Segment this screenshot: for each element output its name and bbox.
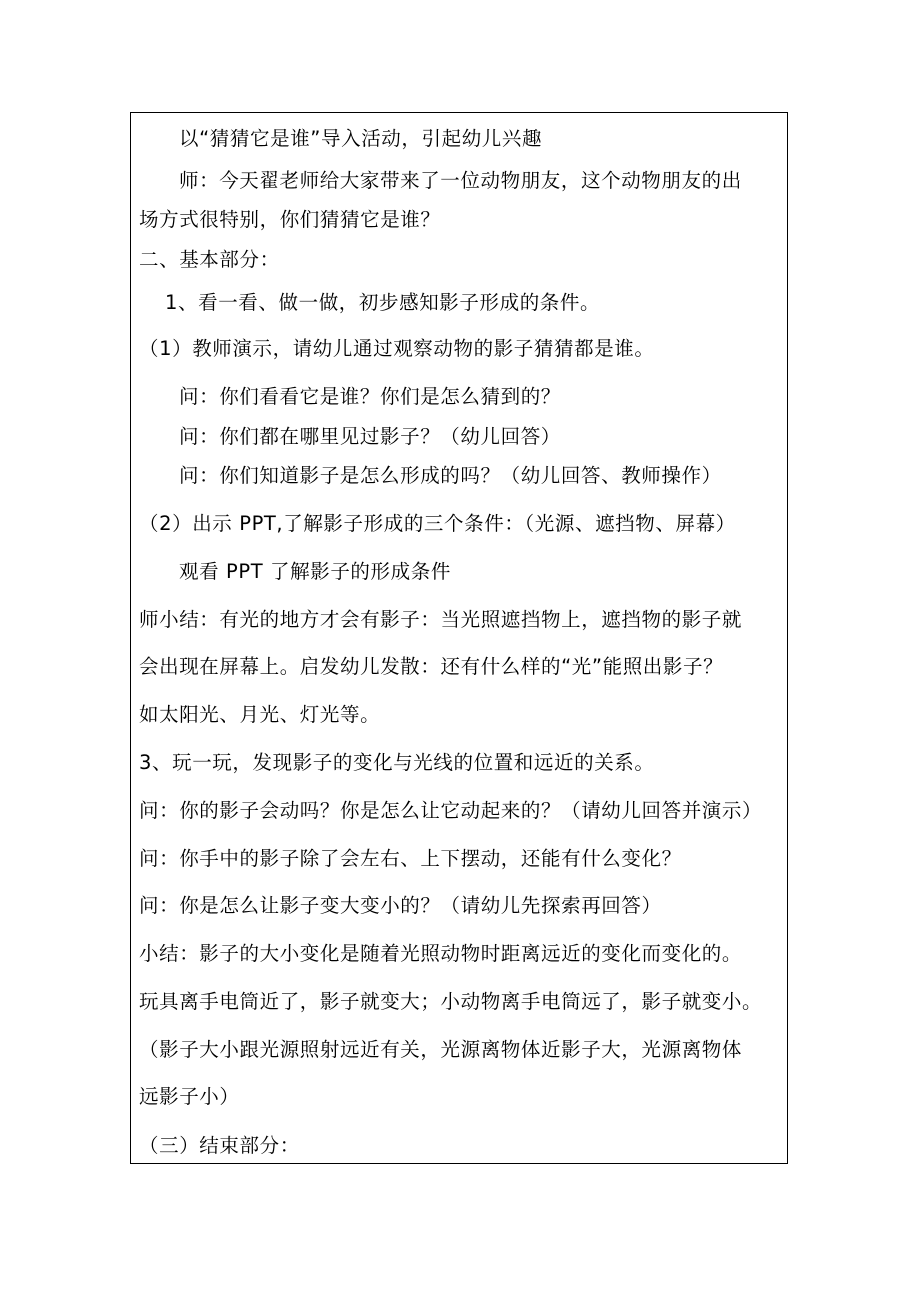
text-line: 以“猜猜它是谁”导入活动，引起幼儿兴趣: [179, 127, 543, 150]
text-line: （影子大小跟光源照射远近有关，光源离物体近影子大，光源离物体: [139, 1038, 743, 1061]
text-line: 会出现在屏幕上。启发幼儿发散：还有什么样的“光”能照出影子？: [139, 655, 724, 678]
section-heading: 3、玩一玩，发现影子的变化与光线的位置和远近的关系。: [139, 751, 655, 774]
text-line: 问：你手中的影子除了会左右、上下摆动，还能有什么变化？: [139, 847, 682, 870]
text-line: （1）教师演示，请幼儿通过观察动物的影子猜猜都是谁。: [139, 337, 655, 360]
text-line: 问：你的影子会动吗？你是怎么让它动起来的？（请幼儿回答并演示）: [139, 799, 763, 822]
text-line: 问：你们都在哪里见过影子？（幼儿回答）: [179, 425, 561, 448]
text-line: 如太阳光、月光、灯光等。: [139, 703, 381, 726]
text-line: 问：你们知道影子是怎么形成的吗？（幼儿回答、教师操作）: [179, 464, 722, 487]
section-heading: 二、基本部分：: [139, 248, 280, 271]
text-line: 问：你们看看它是谁？你们是怎么猜到的？: [179, 385, 561, 408]
text-line: 师：今天翟老师给大家带来了一位动物朋友，这个动物朋友的出: [179, 169, 742, 192]
text-line: 远影子小）: [139, 1085, 240, 1108]
text-line: 场方式很特别，你们猜猜它是谁？: [139, 208, 441, 231]
text-line: 观看 PPT 了解影子的形成条件: [179, 560, 451, 583]
text-line: 小结：影子的大小变化是随着光照动物时距离远近的变化而变化的。: [139, 942, 743, 965]
text-line: 1、看一看、做一做，初步感知影子形成的条件。: [165, 291, 601, 314]
text-line: 师小结：有光的地方才会有影子：当光照遮挡物上，遮挡物的影子就: [139, 608, 743, 631]
text-line: 问：你是怎么让影子变大变小的？（请幼儿先探索再回答）: [139, 894, 662, 917]
document-table-cell: [130, 112, 788, 1164]
text-line: 玩具离手电筒近了，影子就变大；小动物离手电筒远了，影子就变小。: [139, 990, 763, 1013]
text-line: （2）出示 PPT,了解影子形成的三个条件：（光源、遮挡物、屏幕）: [139, 512, 736, 535]
section-heading: （三）结束部分：: [139, 1134, 300, 1157]
